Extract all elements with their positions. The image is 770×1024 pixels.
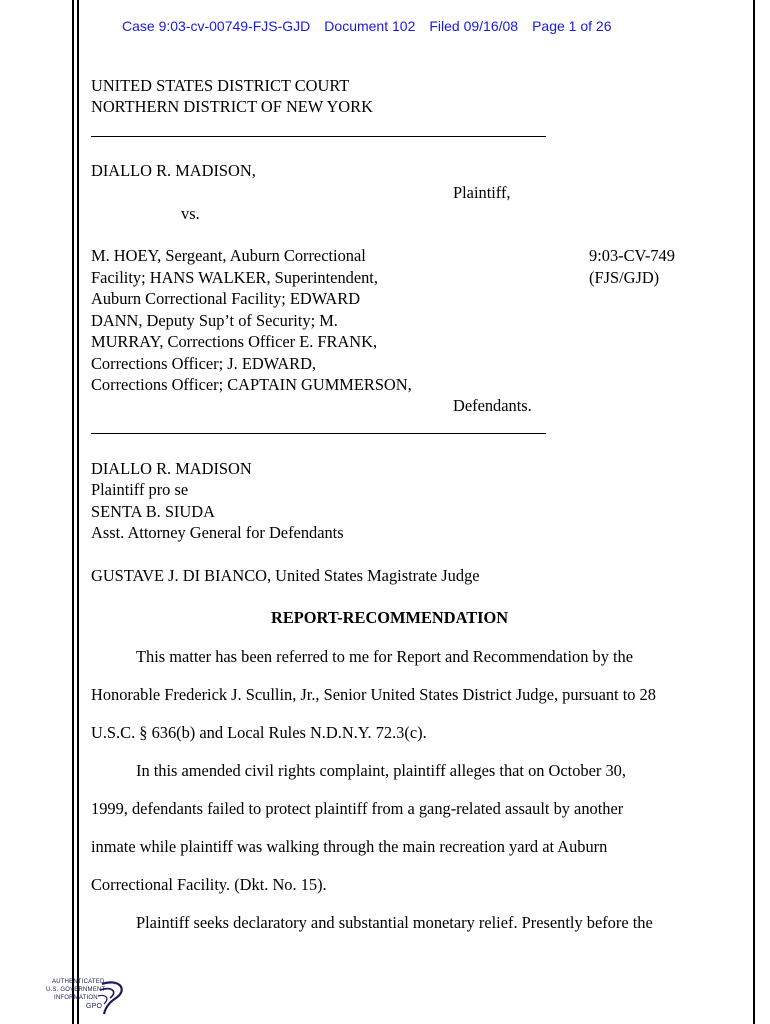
defendant-line: Corrections Officer; J. EDWARD, (91, 354, 317, 373)
defendant-line: Auburn Correctional Facility; EDWARD (91, 289, 361, 308)
body-line: 1999, defendants failed to protect plaintiff from a gang-related assault by another (91, 799, 624, 818)
body-line: Correctional Facility. (Dkt. No. 15). (91, 875, 327, 894)
logo-line-2: U.S. GOVERNMENT (46, 987, 106, 993)
logo-line-3: INFORMATION (54, 995, 98, 1001)
margin-line-left-outer (72, 0, 74, 1024)
versus-label: vs. (181, 204, 200, 223)
magistrate-judge-line: GUSTAVE J. DI BIANCO, United States Magistrate Judge (91, 566, 480, 585)
plaintiff-label: Plaintiff, (453, 183, 511, 202)
logo-mark: GPO (86, 1003, 103, 1010)
defendant-line: MURRAY, Corrections Officer E. FRANK, (91, 332, 378, 351)
body-line: inmate while plaintiff was walking through the main recreation yard at Auburn (91, 837, 608, 856)
appearance-line: DIALLO R. MADISON (91, 459, 252, 478)
body-line: This matter has been referred to me for Report and Recommendation by the (136, 647, 634, 666)
appearance-line: Plaintiff pro se (91, 480, 189, 499)
judge-initials: (FJS/GJD) (589, 268, 660, 287)
body-line: U.S.C. § 636(b) and Local Rules N.D.N.Y. 72.3(c). (91, 723, 427, 742)
header-filed-date: Filed 09/16/08 (429, 18, 519, 34)
defendant-line: Corrections Officer; CAPTAIN GUMMERSON, (91, 375, 412, 394)
caption-bottom-rule (91, 433, 546, 434)
margin-line-left-inner (77, 0, 79, 1024)
header-case-number: Case 9:03-cv-00749-FJS-GJD (122, 18, 311, 34)
appearance-line: Asst. Attorney General for Defendants (91, 523, 344, 542)
case-number: 9:03-CV-749 (589, 246, 675, 265)
document-title: REPORT-RECOMMENDATION (271, 608, 509, 627)
defendant-line: DANN, Deputy Sup’t of Security; M. (91, 311, 338, 330)
caption-top-rule (91, 136, 546, 137)
gpo-authentication-logo (30, 976, 130, 1018)
court-name-line-2: NORTHERN DISTRICT OF NEW YORK (91, 97, 373, 116)
header-page: Page 1 of 26 (532, 18, 612, 34)
body-line: Honorable Frederick J. Scullin, Jr., Senior United States District Judge, pursuant to 28 (91, 685, 656, 704)
court-name-line-1: UNITED STATES DISTRICT COURT (91, 76, 350, 95)
defendant-line: M. HOEY, Sergeant, Auburn Correctional (91, 246, 366, 265)
court-filing-header (122, 18, 626, 34)
body-line: Plaintiff seeks declaratory and substantial monetary relief. Presently before the (136, 913, 653, 932)
appearance-line: SENTA B. SIUDA (91, 502, 215, 521)
plaintiff-name: DIALLO R. MADISON, (91, 161, 256, 180)
body-line: In this amended civil rights complaint, plaintiff alleges that on October 30, (136, 761, 626, 780)
margin-line-right (753, 0, 755, 1024)
defendants-label: Defendants. (453, 396, 532, 415)
defendant-line: Facility; HANS WALKER, Superintendent, (91, 268, 378, 287)
logo-line-1: AUTHENTICATED (52, 979, 105, 985)
header-document: Document 102 (324, 18, 416, 34)
